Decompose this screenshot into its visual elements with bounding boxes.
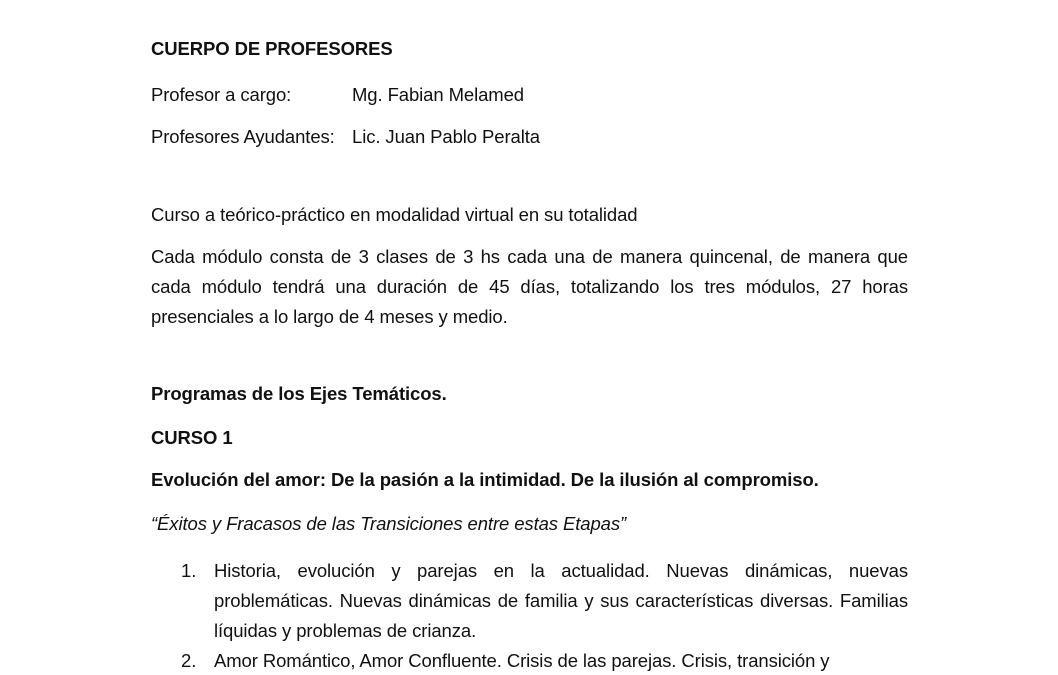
list-item — [151, 646, 908, 675]
programs-heading: Programas de los Ejes Temáticos. — [151, 383, 447, 404]
list-item — [151, 556, 908, 646]
professor-row — [151, 84, 524, 106]
assistants-label: Profesores Ayudantes: — [151, 126, 335, 147]
list-item-number: 2. — [181, 650, 197, 671]
course-heading: CURSO 1 — [151, 427, 233, 448]
course-title: Evolución del amor: De la pasión a la intimidad. De la ilusión al compromiso. — [151, 469, 819, 490]
course-mode-text: Curso a teórico-práctico en modalidad virtual en su totalidad — [151, 204, 638, 225]
list-item-text: Historia, evolución y parejas en la actualidad. Nuevas dinámicas, nuevas problemáticas. Nuevas dinámicas de familia y sus características diversas. Familias líquidas y problemas de crianza. — [214, 560, 908, 641]
list-item-text: Amor Romántico, Amor Confluente. Crisis de las parejas. Crisis, transición y — [214, 650, 830, 671]
assistants-row — [151, 126, 540, 148]
module-description: Cada módulo consta de 3 clases de 3 hs cada una de manera quincenal, de manera que cada módulo tendrá una duración de 45 días, totalizando los tres módulos, 27 horas presenciales a lo largo de 4 meses y medio. — [151, 246, 908, 327]
topics-list — [151, 556, 908, 675]
list-item-number: 1. — [181, 560, 197, 581]
professor-label: Profesor a cargo: — [151, 84, 292, 105]
course-subtitle: “Éxitos y Fracasos de las Transiciones entre estas Etapas” — [151, 513, 627, 534]
professor-value: Mg. Fabian Melamed — [352, 84, 524, 105]
staff-heading: CUERPO DE PROFESORES — [151, 38, 393, 59]
assistants-value: Lic. Juan Pablo Peralta — [352, 126, 540, 147]
